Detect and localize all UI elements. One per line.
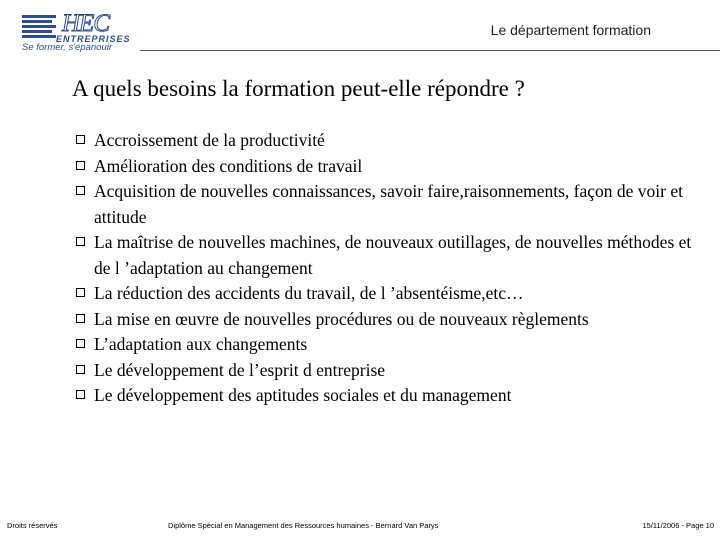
footer-course: Diplôme Spécial en Management des Ressources humaines - Bernard Van Parys <box>168 521 439 530</box>
footer-rights: Droits réservés <box>7 521 58 530</box>
logo-brand: HEC <box>62 10 109 37</box>
bullet-text: La réduction des accidents du travail, de l ’absentéisme,etc… <box>94 283 524 303</box>
checkbox-square-icon <box>76 135 85 144</box>
checkbox-square-icon <box>76 314 85 323</box>
bullet-text: Le développement des aptitudes sociales et du management <box>94 385 512 405</box>
department-label: Le département formation <box>490 22 651 38</box>
header-divider <box>140 50 720 51</box>
checkbox-square-icon <box>76 186 85 195</box>
checkbox-square-icon <box>76 365 85 374</box>
bullet-text: Acquisition de nouvelles connaissances, savoir faire,raisonnements, façon de voir et attitude <box>94 181 683 227</box>
bullet-item <box>76 383 696 409</box>
bullet-text: La mise en œuvre de nouvelles procédures ou de nouveaux règlements <box>94 308 589 329</box>
checkbox-square-icon <box>76 237 85 246</box>
bullet-text: La maîtrise de nouvelles machines, de nouveaux outillages, de nouvelles méthodes et de l ’adaptation au changement <box>94 232 692 278</box>
checkbox-square-icon <box>76 339 85 348</box>
bullet-item <box>76 128 696 154</box>
bullet-item <box>76 179 696 230</box>
logo-subtitle: ENTREPRISES <box>56 34 131 44</box>
checkbox-square-icon <box>76 161 85 170</box>
bullet-text: Accroissement de la productivité <box>94 130 325 150</box>
bullet-item <box>76 332 696 358</box>
bullet-item <box>76 281 696 307</box>
bullet-list <box>76 128 696 409</box>
logo-stripes-icon <box>22 15 58 45</box>
checkbox-square-icon <box>76 390 85 399</box>
bullet-item <box>76 154 696 180</box>
bullet-item <box>76 358 696 384</box>
checkbox-square-icon <box>76 288 85 297</box>
slide-title: A quels besoins la formation peut-elle répondre ? <box>72 76 525 101</box>
bullet-text: Amélioration des conditions de travail <box>94 155 363 176</box>
bullet-item <box>76 307 696 333</box>
bullet-item <box>76 230 696 281</box>
bullet-text: L’adaptation aux changements <box>94 334 308 354</box>
footer-page: 15/11/2006 - Page 10 <box>642 521 714 530</box>
logo-tagline: Se former, s'épanouir <box>22 42 112 53</box>
bullet-text: Le développement de l’esprit d entreprise <box>94 359 386 380</box>
hec-logo <box>22 12 138 52</box>
